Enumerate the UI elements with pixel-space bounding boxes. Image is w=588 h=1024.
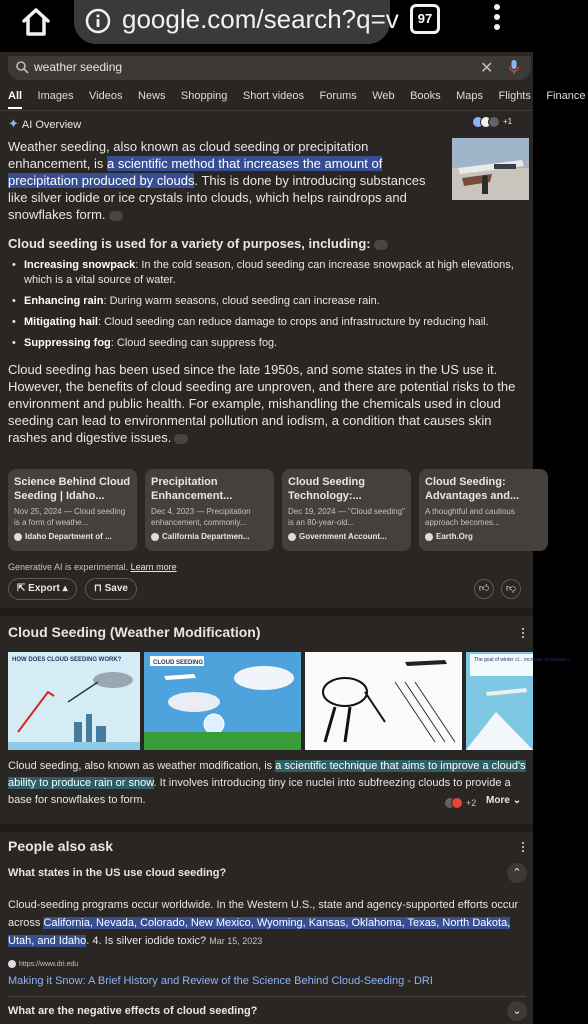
- save-button[interactable]: [85, 578, 137, 600]
- answer-link[interactable]: Making it Snow: A Brief History and Review of the Science Behind Cloud-Seeding - DRI: [8, 975, 433, 987]
- thumbs-down-icon: 👎︎: [505, 583, 517, 594]
- image-caption: HOW DOES CLOUD SEEDING WORK?: [12, 657, 122, 663]
- ai-overview-thumbnail[interactable]: [452, 138, 529, 200]
- panel-sources-button[interactable]: [444, 797, 484, 809]
- card-title: Cloud Seeding Technology:...: [288, 476, 365, 502]
- card-source-name: Earth.Org: [436, 532, 473, 541]
- image-tile[interactable]: [144, 652, 301, 750]
- paa-answer: [8, 896, 528, 950]
- microphone-icon[interactable]: [508, 59, 520, 75]
- chevron-down-icon: ⌄: [512, 795, 522, 806]
- use-term: Enhancing rain: [24, 295, 104, 307]
- share-icon: ⇱: [17, 583, 26, 594]
- source-card[interactable]: [419, 469, 548, 551]
- section-divider: [0, 824, 533, 832]
- image-tile[interactable]: [305, 652, 462, 750]
- history-text: Cloud seeding has been used since the late 1950s, and some states in the US use it. However, the benefits of cloud seeding are unproven, and there are potential risks to the environment and public health. For example, mishandling the chemicals used in cloud seeding can lead to environmental pollution and iodism, a condition that causes skin rashes and digestive issues.: [8, 362, 516, 445]
- use-term: Increasing snowpack: [24, 259, 136, 271]
- paa-divider: [8, 996, 526, 997]
- favicon-icon: [8, 960, 16, 968]
- use-text: : Cloud seeding can reduce damage to crops and infrastructure by reducing hail.: [97, 316, 489, 328]
- image-carousel: [8, 652, 574, 750]
- answer-date: Mar 15, 2023: [209, 936, 263, 946]
- bookmark-icon: ⊓: [94, 583, 102, 594]
- save-label: Save: [104, 583, 128, 594]
- card-source-name: Government Account...: [299, 532, 387, 541]
- card-source: [14, 532, 131, 541]
- uses-heading: [8, 236, 388, 251]
- intro-text: Weather seeding, also known as cloud seeding or precipitation enhancement, is: [8, 139, 369, 171]
- chevron-up-icon[interactable]: ⌃: [507, 863, 527, 883]
- ai-disclaimer: [8, 562, 177, 572]
- tab-images[interactable]: Images: [37, 90, 74, 102]
- citation-link-icon[interactable]: [374, 240, 388, 250]
- tab-web[interactable]: Web: [372, 90, 395, 102]
- browser-toolbar: [0, 0, 533, 52]
- card-title: Precipitation Enhancement...: [151, 476, 233, 502]
- intro-highlight[interactable]: a scientific method that increases the amount of precipitation produced by clouds: [8, 156, 383, 188]
- citation-link-icon[interactable]: [174, 434, 188, 444]
- list-item: [8, 315, 526, 330]
- desc-text: Cloud seeding, also known as weather modification, is: [8, 760, 276, 772]
- favicon-icon: [14, 533, 22, 541]
- chevron-up-icon: ▴: [62, 583, 68, 594]
- tab-maps[interactable]: Maps: [456, 90, 484, 102]
- more-options-icon[interactable]: [521, 628, 525, 640]
- image-tile[interactable]: [466, 652, 574, 750]
- search-box[interactable]: [8, 56, 531, 80]
- use-text: : In the cold season, cloud seeding can increase snowpack at high elevations, which is a vital source of water.: [24, 259, 514, 286]
- seeding-illustration-image: [305, 652, 462, 750]
- tab-shopping[interactable]: Shopping: [180, 90, 228, 102]
- more-label: More: [486, 795, 510, 806]
- more-button[interactable]: [486, 795, 521, 806]
- image-caption: The goal of winter cl... increase snowpack i...: [474, 657, 574, 663]
- address-bar[interactable]: [74, 0, 399, 44]
- card-source-name: Idaho Department of ...: [25, 532, 112, 541]
- list-item: [8, 258, 526, 288]
- list-item: [8, 294, 526, 309]
- use-text: : During warm seasons, cloud seeding can increase rain.: [103, 295, 380, 307]
- filter-divider: [0, 110, 533, 111]
- image-tile[interactable]: [8, 652, 140, 750]
- tab-short-videos[interactable]: Short videos: [242, 90, 305, 102]
- answer-text: Cloud-seeding programs occur worldwide. In the Western U.S., state and agency-supported efforts occur across: [8, 899, 519, 929]
- panel-sources-count: +2: [466, 798, 477, 808]
- ai-overview-header: [8, 116, 81, 132]
- image-caption: CLOUD SEEDING: [153, 660, 204, 666]
- use-term: Suppressing fog: [24, 337, 111, 349]
- card-snippet: Nov 25, 2024 — Cloud seeding is a form of weathe...: [14, 507, 126, 527]
- sources-more-count: +1: [503, 117, 513, 126]
- site-info-icon[interactable]: [84, 7, 112, 35]
- desc-highlight[interactable]: a scientific technique that aims to improve a cloud's ability to produce rain or snow: [8, 760, 526, 789]
- card-snippet: Dec 19, 2024 — "Cloud seeding" is an 80-year-old...: [288, 507, 405, 527]
- url-text: google.com/search?q=v: [122, 4, 399, 34]
- tab-flights[interactable]: Flights: [498, 90, 531, 102]
- paa-question[interactable]: What states in the US use cloud seeding?: [8, 867, 227, 879]
- more-options-icon[interactable]: [521, 842, 525, 854]
- favicon-icon: [288, 533, 296, 541]
- export-label: Export: [28, 583, 60, 594]
- citation-link-icon[interactable]: [109, 211, 123, 221]
- thumbs-up-icon: 👍︎: [478, 583, 490, 594]
- source-cards: [8, 469, 533, 551]
- browser-menu-icon[interactable]: [490, 4, 504, 36]
- source-avatar-icon: [451, 797, 463, 809]
- source-card[interactable]: [8, 469, 137, 551]
- card-title: Cloud Seeding: Advantages and...: [425, 476, 520, 502]
- tab-news[interactable]: News: [137, 90, 166, 102]
- chevron-down-icon[interactable]: ⌄: [507, 1001, 527, 1021]
- favicon-icon: [425, 533, 433, 541]
- tab-finance[interactable]: Finance: [546, 90, 586, 102]
- tab-switcher-button[interactable]: 97: [410, 4, 440, 34]
- tab-all[interactable]: All: [8, 87, 22, 109]
- infographic-image: [8, 652, 140, 750]
- answer-text-end: . 4. Is silver iodide toxic?: [86, 935, 207, 947]
- paa-question[interactable]: What are the negative effects of cloud seeding?: [8, 1005, 258, 1017]
- favicon-icon: [151, 533, 159, 541]
- card-snippet: Dec 4, 2023 — Precipitation enhancement, commonly...: [151, 507, 251, 527]
- export-button[interactable]: [8, 578, 77, 600]
- ai-overview-intro: [8, 138, 440, 223]
- use-text: : Cloud seeding can suppress fog.: [110, 337, 278, 349]
- tab-videos[interactable]: Videos: [89, 90, 123, 102]
- source-avatar-icon: [488, 116, 500, 128]
- search-icon: [15, 60, 29, 74]
- tab-books[interactable]: Books: [410, 90, 441, 102]
- card-source: [288, 532, 405, 541]
- answer-source-url: https://www.dri.edu: [19, 960, 79, 968]
- card-snippet: A thoughtful and cautious approach becomes...: [425, 507, 515, 527]
- home-icon[interactable]: [18, 4, 54, 40]
- disclaimer-text: Generative AI is experimental.: [8, 562, 129, 572]
- clear-icon[interactable]: ✕: [480, 60, 494, 77]
- ai-sources-button[interactable]: [472, 116, 528, 130]
- card-title: Science Behind Cloud Seeding | Idaho...: [14, 476, 131, 502]
- cloud-seeding-diagram-image: [144, 652, 301, 750]
- use-term: Mitigating hail: [24, 316, 98, 328]
- section-divider: [0, 608, 533, 616]
- people-also-ask-title: People also ask: [8, 838, 114, 854]
- search-filter-tabs: [0, 86, 586, 110]
- desc-text-end: . It involves introducing tiny ice nuclei into subfreezing clouds to provide a base for snowflakes to form.: [8, 777, 511, 806]
- answer-source[interactable]: [8, 960, 78, 968]
- uses-list: [8, 258, 526, 357]
- learn-more-link[interactable]: Learn more: [130, 562, 177, 572]
- uses-heading-text: Cloud seeding is used for a variety of purposes, including:: [8, 236, 371, 251]
- ai-sparkle-icon: ✦: [8, 116, 19, 131]
- search-input[interactable]: weather seeding: [34, 60, 123, 74]
- card-source: [151, 532, 268, 541]
- search-results-page: [0, 52, 586, 1024]
- ai-overview-history: [8, 361, 523, 446]
- knowledge-panel-title[interactable]: Cloud Seeding (Weather Modification): [8, 624, 261, 640]
- thumbs-down-button[interactable]: [501, 579, 521, 599]
- source-card[interactable]: [282, 469, 411, 551]
- card-source-name: California Departmen...: [162, 532, 250, 541]
- card-source: [425, 532, 542, 541]
- intro-text-end: . This is done by introducing substances like silver iodide or ice crystals into clouds, which helps raindrops and snowflakes form.: [8, 173, 426, 222]
- list-item: [8, 336, 526, 351]
- winter-seeding-image: [466, 652, 574, 750]
- source-card[interactable]: [145, 469, 274, 551]
- answer-highlight[interactable]: California, Nevada, Colorado, New Mexico, Wyoming, Kansas, Oklahoma, Texas, North Dakota, Utah, and Idaho: [8, 917, 511, 947]
- thumbs-up-button[interactable]: [474, 579, 494, 599]
- ai-overview-title: AI Overview: [21, 119, 82, 131]
- tab-forums[interactable]: Forums: [319, 90, 357, 102]
- aircraft-seeding-photo: [452, 138, 529, 200]
